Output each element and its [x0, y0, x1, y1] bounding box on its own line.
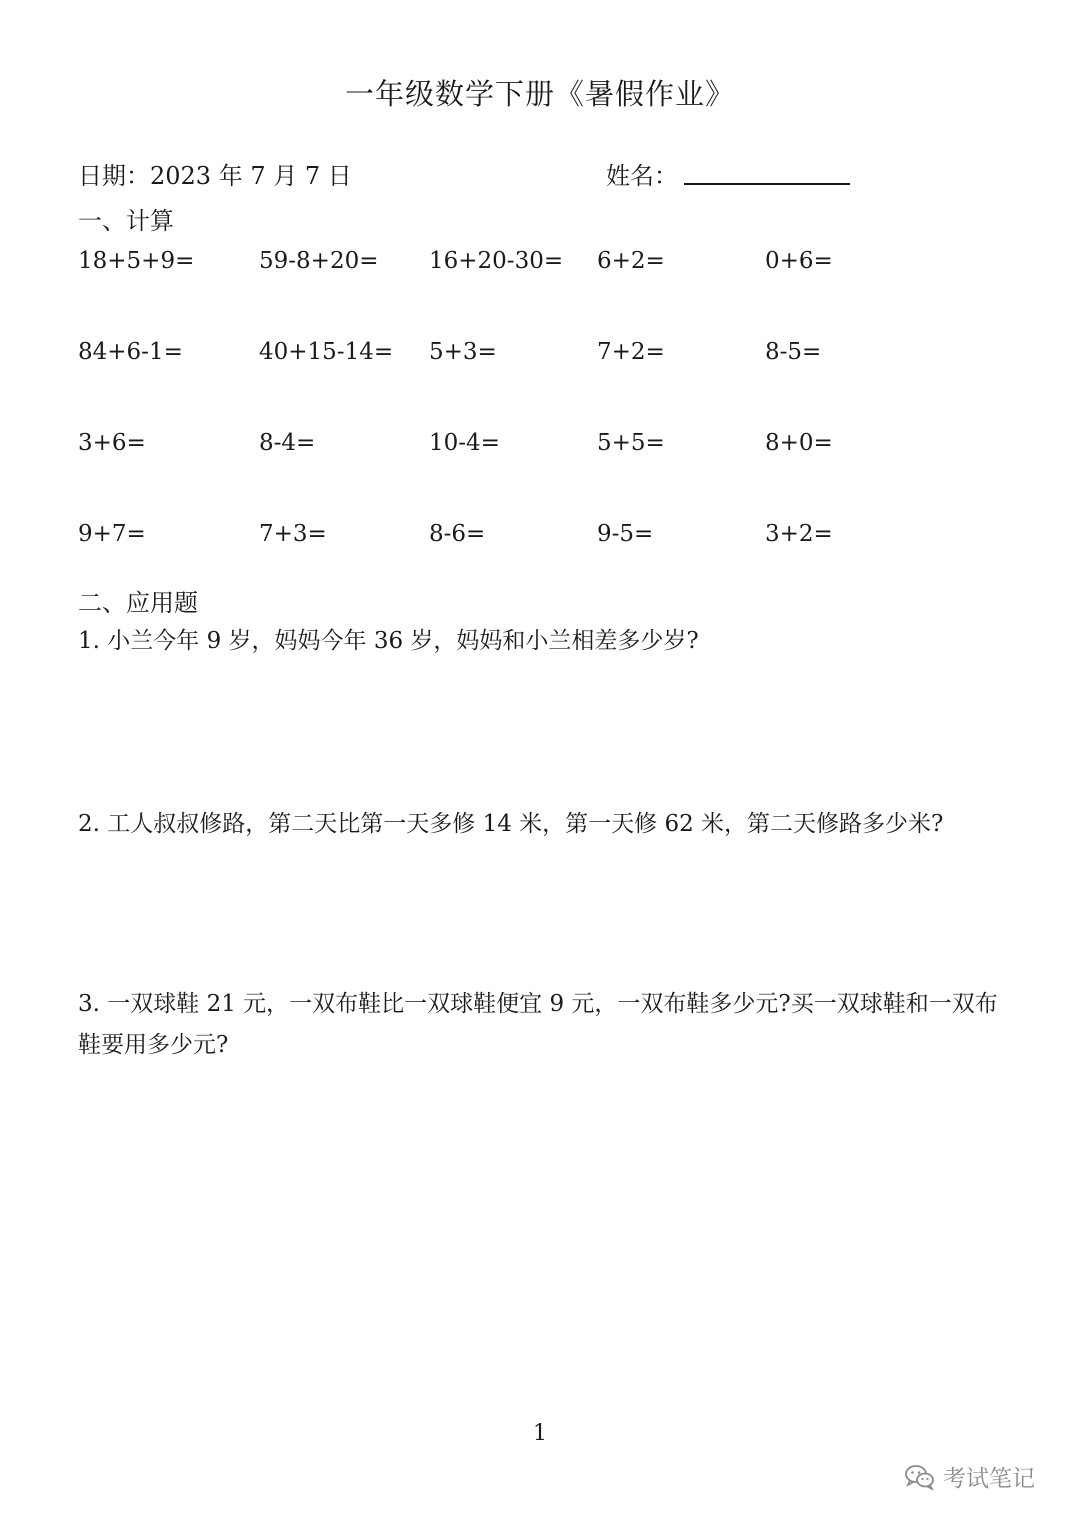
calc-item: 9+7= — [78, 521, 146, 547]
calc-item: 3+6= — [78, 430, 146, 456]
calc-item: 7+2= — [597, 339, 665, 365]
calc-item: 8-4= — [259, 430, 316, 456]
calc-item: 8-6= — [429, 521, 486, 547]
calc-item: 10-4= — [429, 430, 500, 456]
page-title: 一年级数学下册《暑假作业》 — [344, 77, 735, 111]
calc-item: 8+0= — [765, 430, 833, 456]
calc-row — [78, 521, 978, 612]
name-label: 姓名： — [606, 162, 678, 190]
calc-item: 6+2= — [597, 248, 665, 274]
watermark-text: 考试笔记 — [943, 1466, 1035, 1492]
calc-item: 5+3= — [429, 339, 497, 365]
calc-item: 0+6= — [765, 248, 833, 274]
calc-item: 3+2= — [765, 521, 833, 547]
calc-item: 5+5= — [597, 430, 665, 456]
watermark — [905, 1460, 1035, 1493]
word-problem-1: 1. 小兰今年 9 岁，妈妈今年 36 岁，妈妈和小兰相差多少岁? — [78, 628, 699, 654]
name-blank-line — [684, 183, 850, 185]
calc-item: 16+20-30= — [429, 248, 564, 274]
word-problem-3: 3. 一双球鞋 21 元，一双布鞋比一双球鞋便宜 9 元，一双布鞋多少元?买一双球鞋和一双布鞋要用多少元? — [78, 991, 998, 1058]
calc-row — [78, 430, 978, 521]
wechat-icon — [905, 1464, 935, 1490]
calc-item: 59-8+20= — [259, 248, 379, 274]
date-label: 日期：2023 年 7 月 7 日 — [78, 162, 352, 190]
word-problem-2: 2. 工人叔叔修路，第二天比第一天多修 14 米，第一天修 62 米，第二天修路多少米? — [78, 811, 944, 837]
calc-item: 8-5= — [765, 339, 822, 365]
calc-item: 7+3= — [259, 521, 327, 547]
calculation-grid — [78, 248, 978, 612]
section-heading-calculation: 一、计算 — [78, 207, 174, 235]
calc-item: 84+6-1= — [78, 339, 183, 365]
calc-item: 40+15-14= — [259, 339, 394, 365]
page-number: 1 — [533, 1421, 547, 1446]
calc-item: 9-5= — [597, 521, 654, 547]
calc-row — [78, 339, 978, 430]
section-heading-word-problems: 二、应用题 — [78, 589, 198, 617]
calc-item: 18+5+9= — [78, 248, 195, 274]
calc-row — [78, 248, 978, 339]
